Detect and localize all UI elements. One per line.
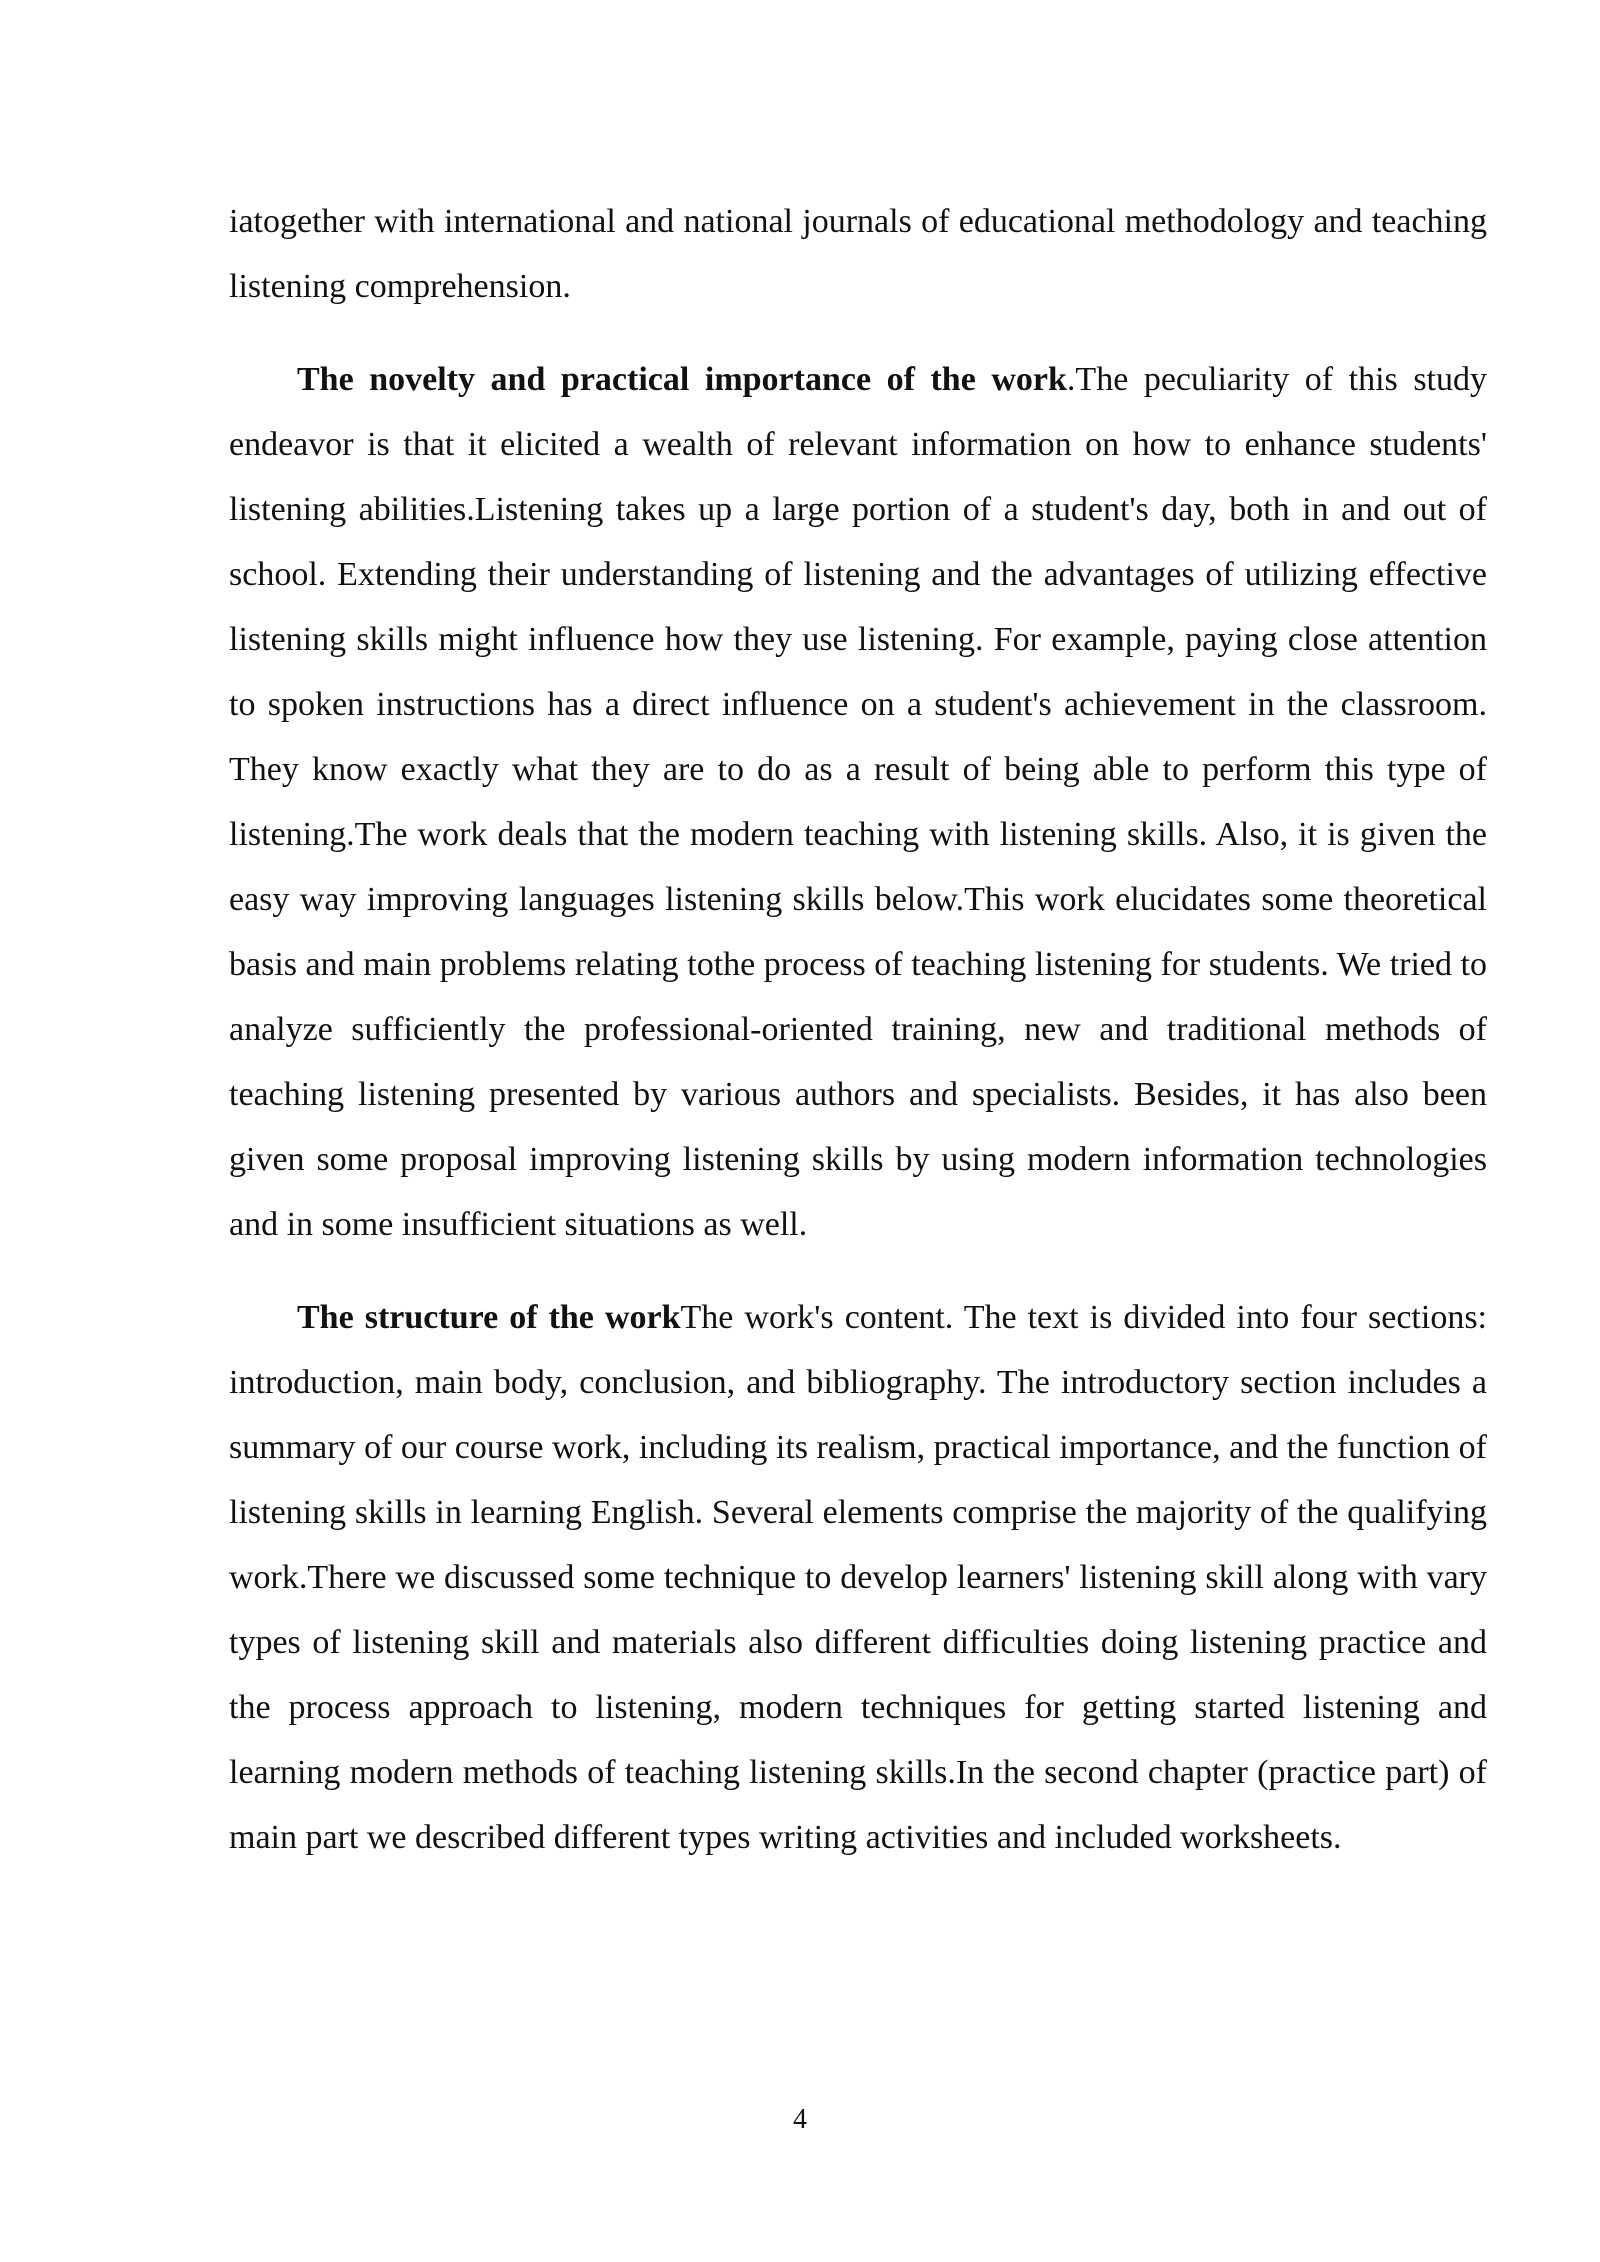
structure-paragraph bbox=[229, 1285, 1487, 1870]
page-body bbox=[229, 189, 1487, 1870]
continuation-paragraph: iatogether with international and national journals of educational methodology and teaching listening comprehension. bbox=[229, 203, 1487, 305]
paragraph-spacer bbox=[229, 1257, 1487, 1285]
novelty-text: .The peculiarity of this study endeavor is that it elicited a wealth of relevant information on how to enhance students' listening abilities.Listening takes up a large portion of a student's day, both in and out of school. Extending their understanding of listening and the advantages of utilizing effective listening skills might influence how they use listening. For example, paying close attention to spoken instructions has a direct influence on a student's achievement in the classroom. They know exactly what they are to do as a result of being able to perform this type of listening.The work deals that the modern teaching with listening skills. Also, it is given the easy way improving languages listening skills below.This work elucidates some theoretical basis and main problems relating tothe process of teaching listening for students. We tried to analyze sufficiently the professional-oriented training, new and traditional methods of teaching listening presented by various authors and specialists. Besides, it has also been given some proposal improving listening skills by using modern information technologies and in some insufficient situations as well. bbox=[229, 361, 1487, 1243]
novelty-heading: The novelty and practical importance of the work bbox=[297, 361, 1067, 398]
paragraph-spacer bbox=[229, 319, 1487, 347]
page-number: 4 bbox=[793, 2104, 807, 2135]
novelty-paragraph bbox=[229, 347, 1487, 1257]
structure-text: The work's content. The text is divided into four sections: introduction, main body, conclusion, and bibliography. The introductory section includes a summary of our course work, including its realism, practical importance, and the function of listening skills in learning English. Several elements comprise the majority of the qualifying work.There we discussed some technique to develop learners' listening skill along with vary types of listening skill and materials also different difficulties doing listening practice and the process approach to listening, modern techniques for getting started listening and learning modern methods of teaching listening skills.In the second chapter (practice part) of main part we described different types writing activities and included worksheets. bbox=[229, 1299, 1488, 1856]
structure-heading: The structure of the work bbox=[297, 1299, 681, 1336]
